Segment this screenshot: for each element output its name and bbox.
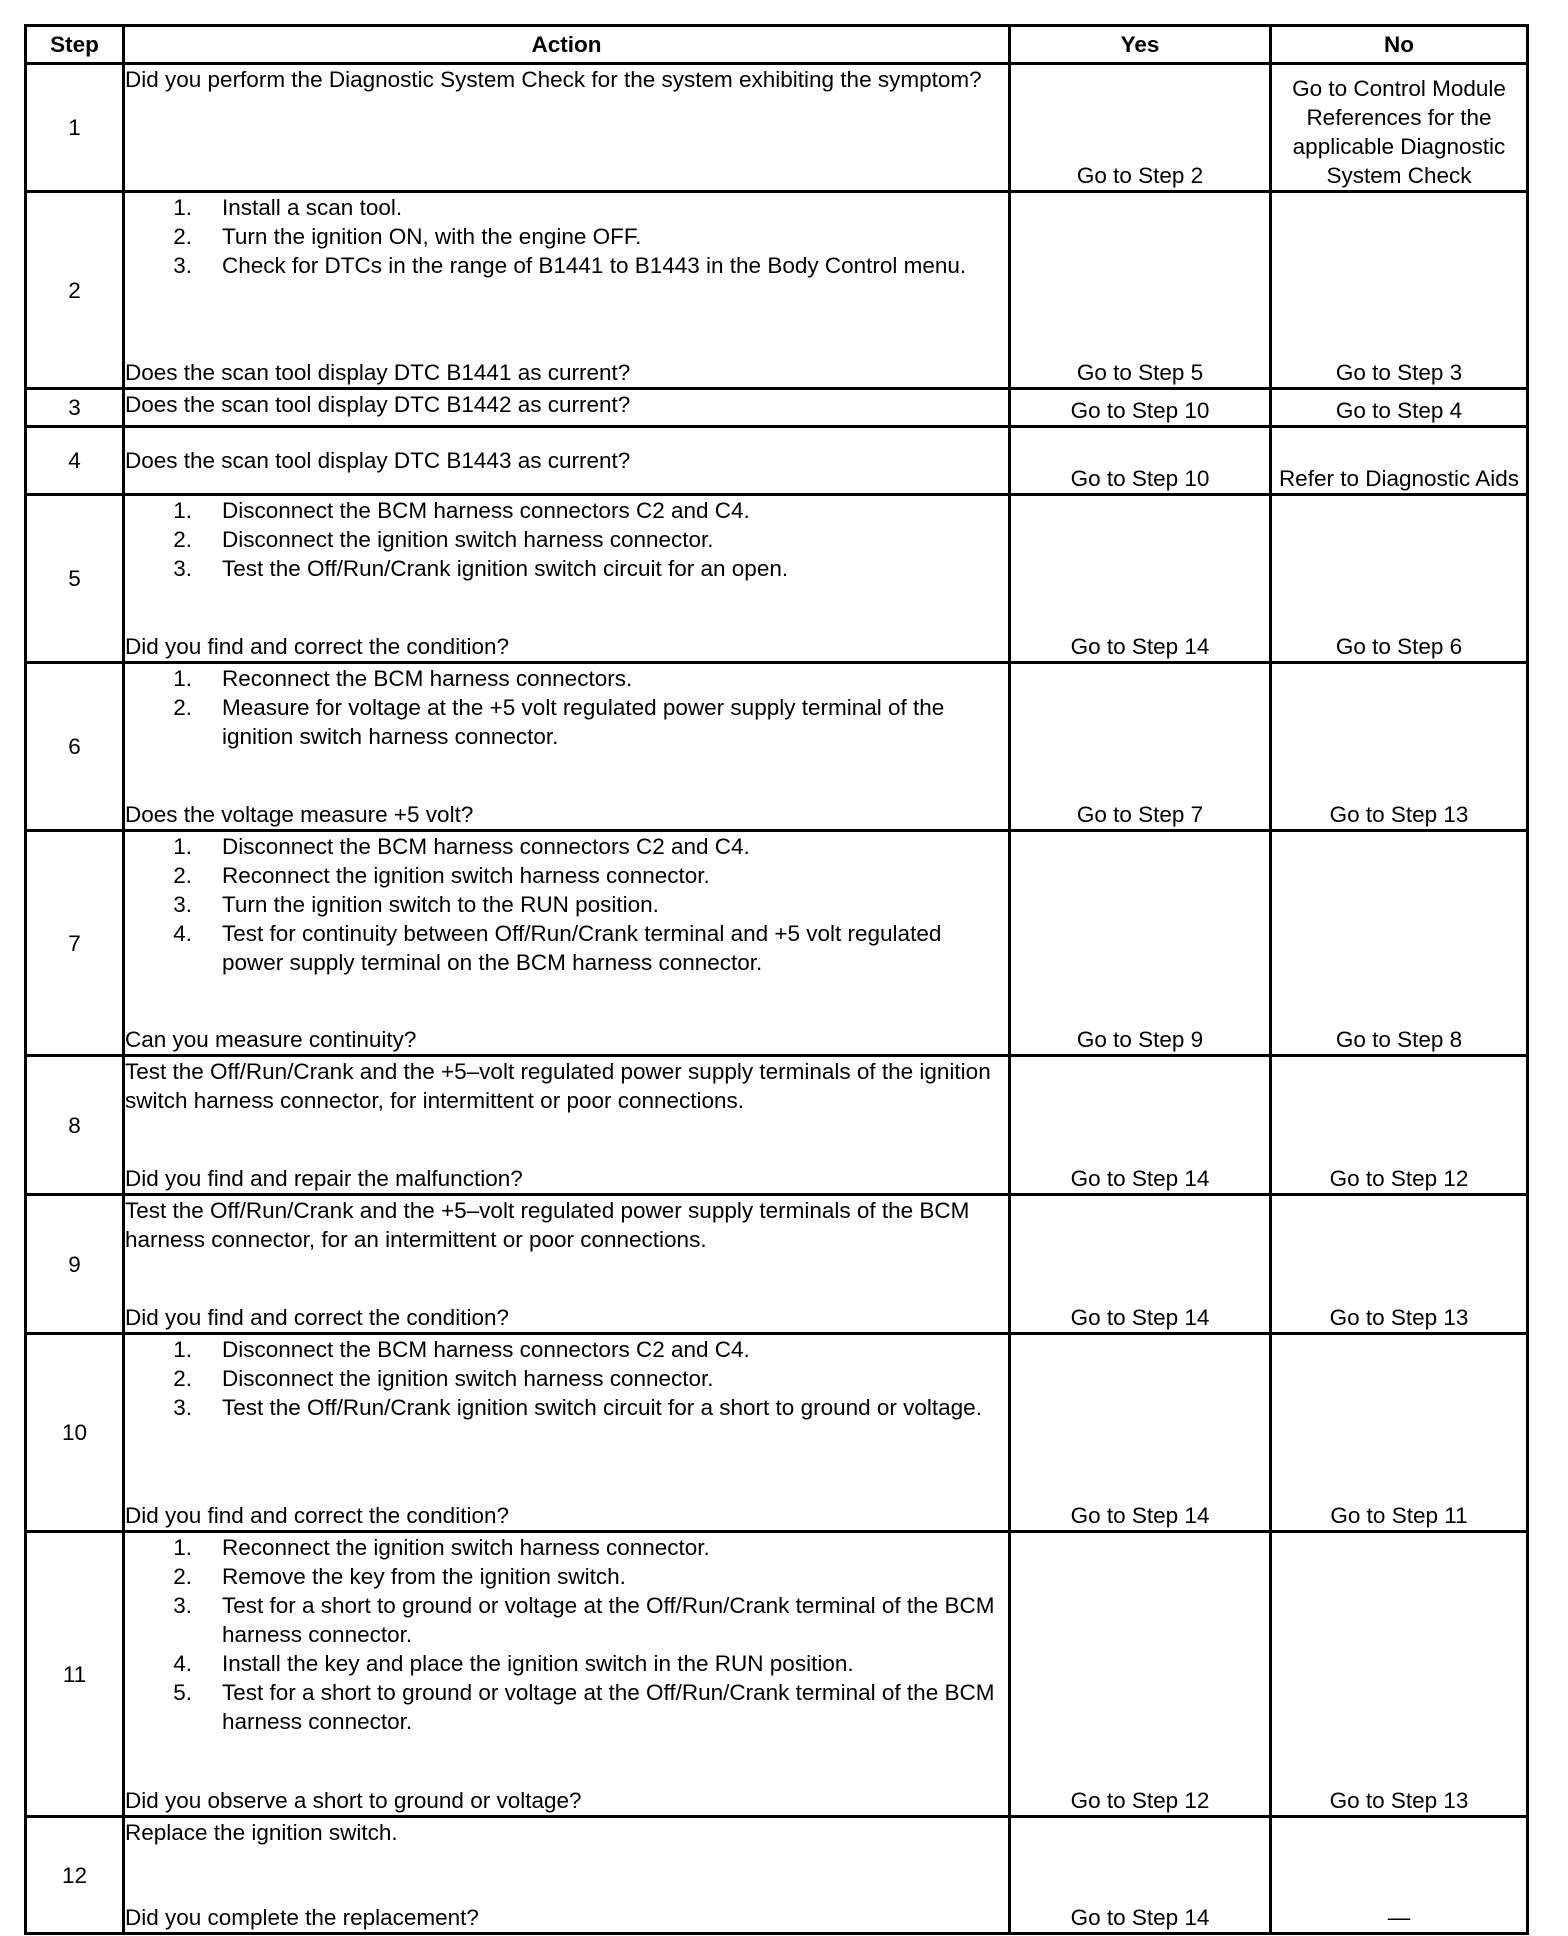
action-steps-list xyxy=(125,832,1008,977)
header-step: Step xyxy=(26,26,124,64)
header-yes: Yes xyxy=(1010,26,1271,64)
action-body xyxy=(125,832,1008,977)
action-question: Did you find and repair the malfunction? xyxy=(125,1166,523,1191)
action-body xyxy=(125,1196,1008,1254)
action-body xyxy=(125,193,1008,280)
action-cell xyxy=(124,1334,1010,1532)
step-number: 2 xyxy=(26,192,124,389)
table-row xyxy=(26,192,1528,389)
action-content xyxy=(125,1196,1008,1332)
action-body xyxy=(125,65,1008,94)
action-text: Does the scan tool display DTC B1442 as current? xyxy=(125,392,631,417)
yes-result: Go to Step 14 xyxy=(1010,495,1271,663)
action-step-number: 2. xyxy=(173,1366,192,1391)
action-step-text: Reconnect the ignition switch harness connector. xyxy=(222,863,710,888)
action-step-text: Disconnect the ignition switch harness connector. xyxy=(222,1366,714,1391)
action-text: Did you perform the Diagnostic System Check for the system exhibiting the symptom? xyxy=(125,67,982,92)
action-cell xyxy=(124,495,1010,663)
action-step-item xyxy=(125,890,1008,919)
action-step-number: 1. xyxy=(173,1535,192,1560)
action-body xyxy=(125,1533,1008,1736)
action-text: Test the Off/Run/Crank and the +5–volt regulated power supply terminals of the ignition switch harness connector, for intermittent or poor connections. xyxy=(125,1059,991,1113)
action-cell xyxy=(124,1817,1010,1934)
action-step-item xyxy=(125,525,1008,554)
no-result: Refer to Diagnostic Aids xyxy=(1271,427,1528,495)
action-step-text: Measure for voltage at the +5 volt regulated power supply terminal of the ignition switch harness connector. xyxy=(222,695,945,749)
action-body xyxy=(125,1057,1008,1115)
yes-result: Go to Step 5 xyxy=(1010,192,1271,389)
yes-result: Go to Step 9 xyxy=(1010,831,1271,1056)
action-step-item xyxy=(125,1562,1008,1591)
table-row xyxy=(26,1532,1528,1817)
action-step-number: 2. xyxy=(173,527,192,552)
table-row xyxy=(26,663,1528,831)
action-step-text: Disconnect the ignition switch harness connector. xyxy=(222,527,714,552)
action-content xyxy=(125,65,1008,190)
action-cell xyxy=(124,831,1010,1056)
header-row xyxy=(26,26,1528,64)
step-number: 10 xyxy=(26,1334,124,1532)
action-body xyxy=(125,1818,1008,1847)
action-step-number: 3. xyxy=(173,253,192,278)
action-content xyxy=(125,664,1008,829)
action-content xyxy=(125,193,1008,387)
action-step-number: 2. xyxy=(173,224,192,249)
action-step-text: Test for a short to ground or voltage at the Off/Run/Crank terminal of the BCM harness connector. xyxy=(222,1593,995,1647)
action-step-number: 1. xyxy=(173,498,192,523)
yes-result: Go to Step 12 xyxy=(1010,1532,1271,1817)
action-step-number: 3. xyxy=(173,1395,192,1420)
action-step-item xyxy=(125,251,1008,280)
yes-result: Go to Step 7 xyxy=(1010,663,1271,831)
action-step-text: Reconnect the BCM harness connectors. xyxy=(222,666,633,691)
yes-result: Go to Step 10 xyxy=(1010,427,1271,495)
action-steps-list xyxy=(125,1335,1008,1422)
action-question: Did you observe a short to ground or voltage? xyxy=(125,1788,582,1813)
yes-result: Go to Step 14 xyxy=(1010,1056,1271,1195)
action-step-text: Check for DTCs in the range of B1441 to B1443 in the Body Control menu. xyxy=(222,253,967,278)
action-step-item xyxy=(125,1533,1008,1562)
action-step-text: Disconnect the BCM harness connectors C2 and C4. xyxy=(222,834,750,859)
action-step-number: 1. xyxy=(173,195,192,220)
no-result: Go to Step 8 xyxy=(1271,831,1528,1056)
action-cell xyxy=(124,427,1010,495)
action-step-number: 2. xyxy=(173,1564,192,1589)
action-step-number: 1. xyxy=(173,834,192,859)
action-step-text: Install the key and place the ignition switch in the RUN position. xyxy=(222,1651,854,1676)
action-step-number: 1. xyxy=(173,1337,192,1362)
action-step-item xyxy=(125,222,1008,251)
action-question: Can you measure continuity? xyxy=(125,1027,417,1052)
action-cell xyxy=(124,1532,1010,1817)
action-step-text: Turn the ignition switch to the RUN position. xyxy=(222,892,659,917)
action-content xyxy=(125,428,1008,493)
table-row xyxy=(26,831,1528,1056)
action-steps-list xyxy=(125,496,1008,583)
action-body xyxy=(125,390,1008,419)
no-result: Go to Step 13 xyxy=(1271,1532,1528,1817)
action-steps-list xyxy=(125,1533,1008,1736)
action-text: Test the Off/Run/Crank and the +5–volt regulated power supply terminals of the BCM harness connector, for an intermittent or poor connections. xyxy=(125,1198,970,1252)
action-step-text: Test the Off/Run/Crank ignition switch circuit for a short to ground or voltage. xyxy=(222,1395,982,1420)
action-step-item xyxy=(125,1393,1008,1422)
action-content xyxy=(125,1057,1008,1193)
action-body xyxy=(125,664,1008,751)
action-content xyxy=(125,832,1008,1054)
action-step-item xyxy=(125,1364,1008,1393)
action-cell xyxy=(124,64,1010,192)
yes-result: Go to Step 10 xyxy=(1010,389,1271,427)
action-cell xyxy=(124,1056,1010,1195)
action-cell xyxy=(124,1195,1010,1334)
step-number: 11 xyxy=(26,1532,124,1817)
action-step-item xyxy=(125,1335,1008,1364)
action-step-number: 3. xyxy=(173,556,192,581)
action-step-item xyxy=(125,832,1008,861)
header-no: No xyxy=(1271,26,1528,64)
table-row xyxy=(26,1056,1528,1195)
action-step-item xyxy=(125,1649,1008,1678)
action-step-number: 2. xyxy=(173,863,192,888)
no-result: — xyxy=(1271,1817,1528,1934)
action-step-number: 3. xyxy=(173,1593,192,1618)
table-row xyxy=(26,1817,1528,1934)
no-result: Go to Step 13 xyxy=(1271,1195,1528,1334)
action-step-item xyxy=(125,554,1008,583)
no-result: Go to Step 3 xyxy=(1271,192,1528,389)
action-step-number: 2. xyxy=(173,695,192,720)
action-step-text: Turn the ignition ON, with the engine OFF. xyxy=(222,224,642,249)
no-result: Go to Step 11 xyxy=(1271,1334,1528,1532)
action-question: Did you find and correct the condition? xyxy=(125,634,509,659)
action-step-number: 4. xyxy=(173,921,192,946)
action-step-item xyxy=(125,193,1008,222)
action-step-number: 5. xyxy=(173,1680,192,1705)
step-number: 3 xyxy=(26,389,124,427)
header-action: Action xyxy=(124,26,1010,64)
no-result: Go to Control Module References for the applicable Diagnostic System Check xyxy=(1271,64,1528,192)
action-question: Did you complete the replacement? xyxy=(125,1905,479,1930)
action-question: Does the voltage measure +5 volt? xyxy=(125,802,474,827)
step-number: 9 xyxy=(26,1195,124,1334)
action-body xyxy=(125,1335,1008,1422)
action-question: Did you find and correct the condition? xyxy=(125,1503,509,1528)
action-cell xyxy=(124,192,1010,389)
step-number: 12 xyxy=(26,1817,124,1934)
yes-result: Go to Step 14 xyxy=(1010,1817,1271,1934)
action-step-text: Disconnect the BCM harness connectors C2 and C4. xyxy=(222,498,750,523)
yes-result: Go to Step 14 xyxy=(1010,1334,1271,1532)
action-step-text: Test for a short to ground or voltage at the Off/Run/Crank terminal of the BCM harness connector. xyxy=(222,1680,995,1734)
step-number: 7 xyxy=(26,831,124,1056)
action-step-number: 1. xyxy=(173,666,192,691)
table-row xyxy=(26,495,1528,663)
table-row xyxy=(26,427,1528,495)
action-step-text: Test the Off/Run/Crank ignition switch circuit for an open. xyxy=(222,556,789,581)
step-number: 6 xyxy=(26,663,124,831)
action-content xyxy=(125,390,1008,425)
action-content xyxy=(125,496,1008,661)
action-step-text: Install a scan tool. xyxy=(222,195,403,220)
action-step-number: 4. xyxy=(173,1651,192,1676)
action-step-item xyxy=(125,496,1008,525)
action-text: Replace the ignition switch. xyxy=(125,1820,398,1845)
action-step-number: 3. xyxy=(173,892,192,917)
action-steps-list xyxy=(125,193,1008,280)
step-number: 1 xyxy=(26,64,124,192)
action-question: Does the scan tool display DTC B1441 as current? xyxy=(125,360,631,385)
action-step-item xyxy=(125,1678,1008,1736)
step-number: 5 xyxy=(26,495,124,663)
action-body xyxy=(125,496,1008,583)
action-content xyxy=(125,1335,1008,1530)
action-cell xyxy=(124,663,1010,831)
table-row xyxy=(26,1195,1528,1334)
action-question: Does the scan tool display DTC B1443 as current? xyxy=(125,448,631,473)
action-step-item xyxy=(125,861,1008,890)
action-content xyxy=(125,1818,1008,1932)
yes-result: Go to Step 14 xyxy=(1010,1195,1271,1334)
action-step-item xyxy=(125,693,1008,751)
table-row xyxy=(26,64,1528,192)
action-question: Did you find and correct the condition? xyxy=(125,1305,509,1330)
action-step-text: Reconnect the ignition switch harness connector. xyxy=(222,1535,710,1560)
step-number: 8 xyxy=(26,1056,124,1195)
table-body xyxy=(26,64,1528,1934)
action-step-item xyxy=(125,664,1008,693)
action-cell xyxy=(124,389,1010,427)
no-result: Go to Step 6 xyxy=(1271,495,1528,663)
action-step-text: Test for continuity between Off/Run/Crank terminal and +5 volt regulated power supply terminal on the BCM harness connector. xyxy=(222,921,942,975)
no-result: Go to Step 13 xyxy=(1271,663,1528,831)
action-step-text: Disconnect the BCM harness connectors C2 and C4. xyxy=(222,1337,750,1362)
table-row xyxy=(26,389,1528,427)
no-result: Go to Step 4 xyxy=(1271,389,1528,427)
diagnostic-table xyxy=(24,24,1529,1935)
yes-result: Go to Step 2 xyxy=(1010,64,1271,192)
no-result: Go to Step 12 xyxy=(1271,1056,1528,1195)
action-step-item xyxy=(125,919,1008,977)
action-steps-list xyxy=(125,664,1008,751)
step-number: 4 xyxy=(26,427,124,495)
table-row xyxy=(26,1334,1528,1532)
action-step-text: Remove the key from the ignition switch. xyxy=(222,1564,626,1589)
action-content xyxy=(125,1533,1008,1815)
action-step-item xyxy=(125,1591,1008,1649)
